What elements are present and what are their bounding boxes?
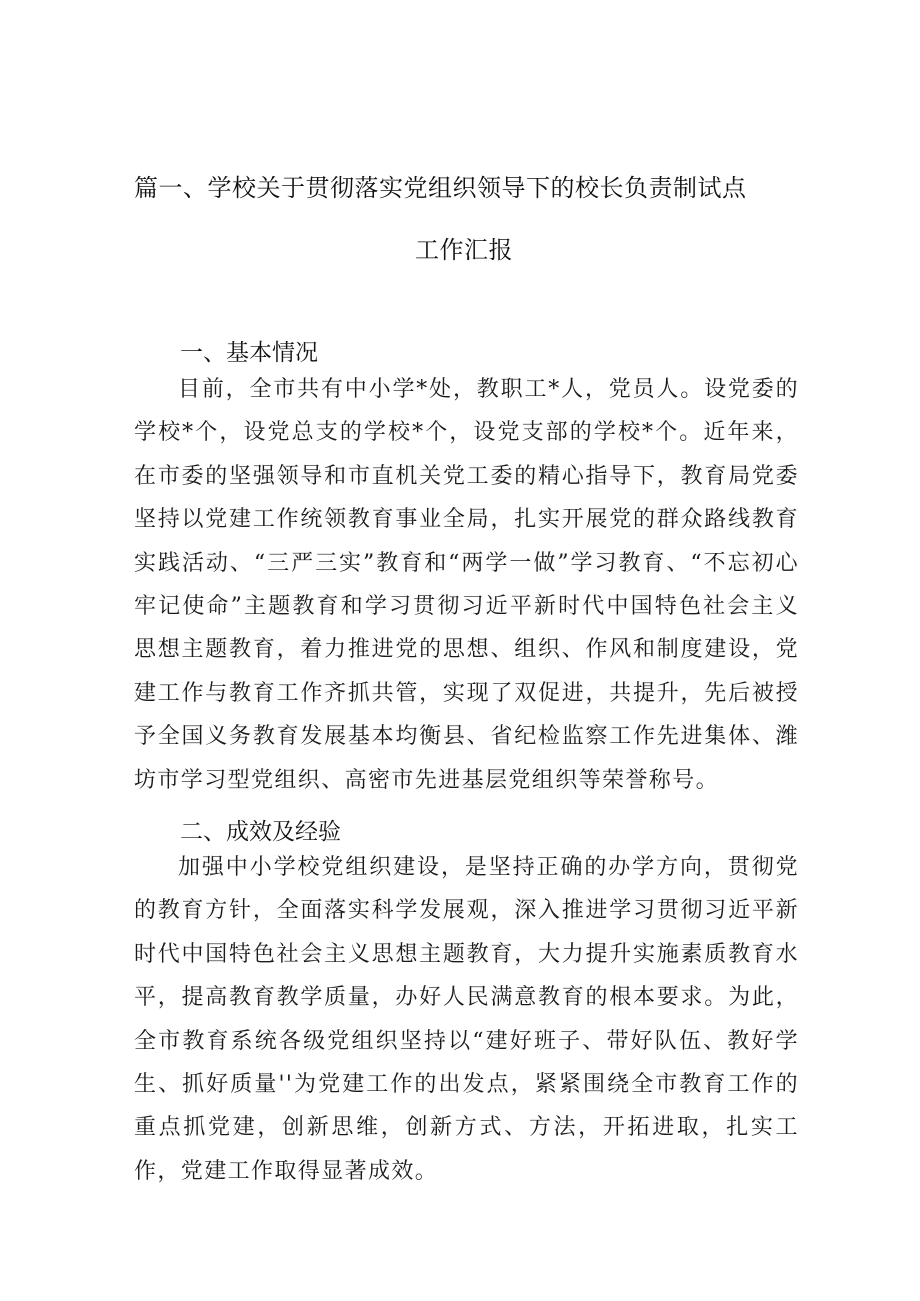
section-paragraph-basic-situation: 目前，全市共有中小学*处，教职工*人，党员人。设党委的学校*个，设党总支的学校*个，设党支部的学校*个。近年来，在市委的坚强领导和市直机关党工委的精心指导下，教育局党委坚持以党建工作统领教育事业全局，扎实开展党的群众路线教育实践活动、“三严三实”教育和“两学一做”学习教育、“不忘初心牢记使命”主题教育和学习贯彻习近平新时代中国特色社会主义思想主题教育，着力推进党的思想、组织、作风和制度建设，党建工作与教育工作齐抓共管，实现了双促进，共提升，先后被授予全国义务教育发展基本均衡县、省纪检监察工作先进集体、潍坊市学习型党组织、高密市先进基层党组织等荣誉称号。 xyxy=(134,377,799,793)
document-title-line-2: 工作汇报 xyxy=(415,236,513,264)
section-heading-basic-situation: 一、基本情况 xyxy=(180,340,318,366)
section-heading-results-experience: 二、成效及经验 xyxy=(180,819,341,845)
document-title-line-1: 篇一、学校关于贯彻落实党组织领导下的校长负责制试点 xyxy=(134,174,747,202)
section-paragraph-results-experience: 加强中小学校党组织建设，是坚持正确的办学方向，贯彻党的教育方针，全面落实科学发展观，深入推进学习贯彻习近平新时代中国特色社会主义思想主题教育，大力提升实施素质教育水平，提高教育教学质量，办好人民满意教育的根本要求。为此，全市教育系统各级党组织坚持以“建好班子、带好队伍、教好学生、抓好质量''为党建工作的出发点，紧紧围绕全市教育工作的重点抓党建，创新思维，创新方式、方法，开拓进取，扎实工作，党建工作取得显著成效。 xyxy=(134,855,799,1184)
